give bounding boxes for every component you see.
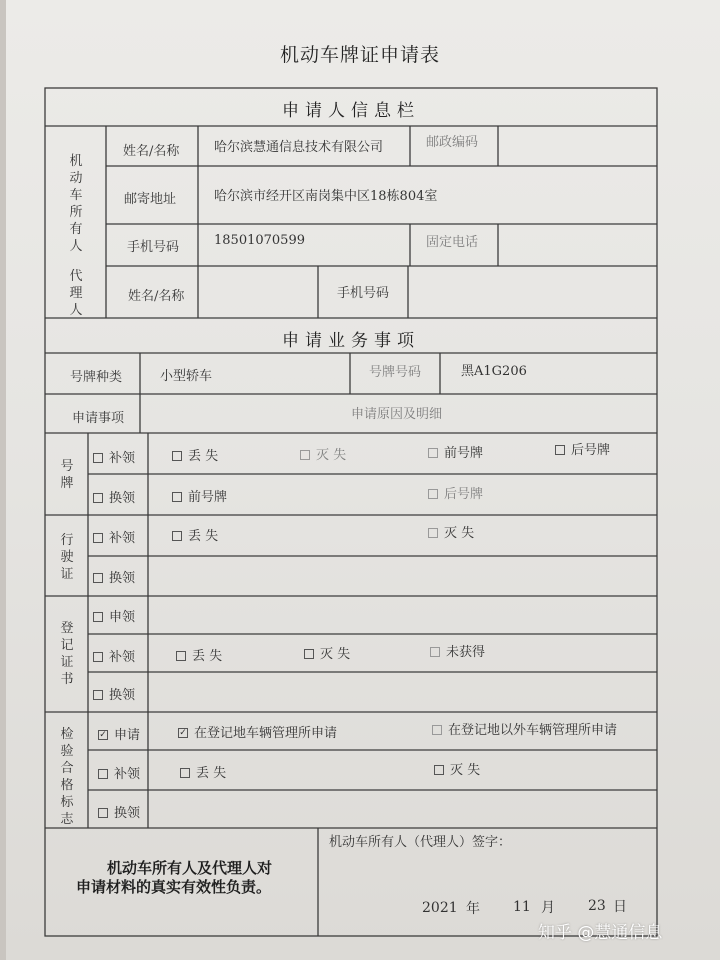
dengji-mieshi-option[interactable]: 灭 失: [304, 643, 350, 662]
haopai-huanling-option[interactable]: 换领: [93, 487, 135, 506]
checkbox-icon: [172, 492, 182, 502]
dengji-huanling-option[interactable]: 换领: [93, 684, 135, 703]
agent-name-label: 姓名/名称: [128, 289, 185, 304]
checkbox-icon: [93, 493, 103, 503]
group-label-xingshizheng: 行驶证: [60, 533, 74, 582]
checkbox-icon: [93, 612, 103, 622]
checkbox-icon: [98, 769, 108, 779]
checkbox-icon: [93, 652, 103, 662]
zhihu-watermark: 知乎 @慧通信息: [538, 923, 663, 943]
owner-landline-label: 固定电话: [426, 235, 479, 250]
reason-detail-label: 申请原因及明细: [351, 407, 443, 422]
group-label-haopai: 号牌: [60, 459, 74, 491]
checkbox-icon: [93, 690, 103, 700]
owner-mobile-value[interactable]: 18501070599: [214, 233, 305, 248]
xingshizheng-buling-option[interactable]: 补领: [93, 527, 135, 546]
owner-postcode-label: 邮政编码: [426, 135, 479, 150]
jianyan-diushi-option[interactable]: 丢 失: [180, 762, 226, 781]
plate-number-label: 号牌号码: [369, 365, 422, 380]
dengji-shenling-option[interactable]: 申领: [93, 606, 135, 625]
checkbox-icon: [172, 451, 182, 461]
plate-type-value[interactable]: 小型轿车: [160, 369, 213, 384]
date-year[interactable]: 2021: [422, 900, 458, 916]
owner-name-value[interactable]: 哈尔滨慧通信息技术有限公司: [214, 140, 384, 155]
group-label-dengjizhengshu: 登记证书: [60, 621, 74, 687]
owner-group-label: 机动车所有人: [69, 154, 83, 254]
plate-number-value[interactable]: 黑A1G206: [461, 364, 527, 379]
owner-mobile-label: 手机号码: [127, 240, 180, 255]
checked-box-icon: ✓: [99, 729, 107, 740]
checkbox-icon: [172, 531, 182, 541]
date-month-unit: 月: [541, 900, 555, 916]
haopai-huanling-front-option[interactable]: 前号牌: [172, 486, 227, 505]
plate-type-label: 号牌种类: [70, 370, 123, 385]
jianyan-local-office-option[interactable]: ✓ 在登记地车辆管理所申请: [179, 726, 338, 741]
haopai-buling-option[interactable]: 补领: [93, 447, 135, 466]
date-day-unit: 日: [613, 899, 627, 915]
owner-name-label: 姓名/名称: [123, 144, 180, 159]
xingshizheng-diushi-option[interactable]: 丢 失: [172, 525, 218, 544]
checkbox-icon: [180, 768, 190, 778]
checkbox-icon: [304, 649, 314, 659]
haopai-rear-option[interactable]: 后号牌: [555, 439, 610, 458]
declaration-line-1: 机动车所有人及代理人对: [107, 859, 273, 877]
jianyan-mieshi-option[interactable]: 灭 失: [434, 759, 480, 778]
owner-address-value[interactable]: 哈尔滨市经开区南岗集中区18栋804室: [214, 189, 438, 204]
jianyan-nonlocal-office-option[interactable]: 在登记地以外车辆管理所申请: [432, 719, 617, 738]
owner-address-label: 邮寄地址: [124, 192, 177, 207]
checkbox-icon: [432, 725, 442, 735]
section-business-items: 申请业务事项: [282, 331, 420, 351]
dengji-buling-option[interactable]: 补领: [93, 646, 135, 665]
checkbox-icon: [428, 489, 438, 499]
section-applicant-info: 申请人信息栏: [282, 101, 420, 121]
agent-mobile-label: 手机号码: [337, 286, 390, 301]
form-title: 机动车牌证申请表: [279, 44, 440, 66]
checkbox-icon: [428, 448, 438, 458]
jianyan-huanling-option[interactable]: 换领: [98, 802, 140, 821]
dengji-weihuode-option[interactable]: 未获得: [430, 641, 485, 660]
jianyan-buling-option[interactable]: 补领: [98, 763, 140, 782]
checkbox-icon: [430, 647, 440, 657]
checkbox-icon: [93, 453, 103, 463]
xingshizheng-mieshi-option[interactable]: 灭 失: [428, 522, 474, 541]
checkbox-icon: [98, 808, 108, 818]
date-year-unit: 年: [466, 901, 480, 917]
haopai-mieshi-option[interactable]: 灭 失: [300, 444, 346, 463]
date-month[interactable]: 11: [513, 899, 531, 915]
xingshizheng-huanling-option[interactable]: 换领: [93, 567, 135, 586]
dengji-diushi-option[interactable]: 丢 失: [176, 645, 222, 664]
date-day[interactable]: 23: [588, 898, 606, 914]
declaration-line-2: 申请材料的真实有效性负责。: [76, 878, 272, 896]
checked-box-icon: ✓: [179, 727, 187, 738]
haopai-huanling-rear-option[interactable]: 后号牌: [428, 483, 483, 502]
checkbox-icon: [434, 765, 444, 775]
checkbox-icon: [93, 533, 103, 543]
checkbox-icon: [300, 450, 310, 460]
checkbox-icon: [176, 651, 186, 661]
signature-area[interactable]: [329, 850, 649, 896]
haopai-front-option[interactable]: 前号牌: [428, 442, 483, 461]
haopai-diushi-option[interactable]: 丢 失: [172, 445, 218, 464]
checkbox-icon: [555, 445, 565, 455]
checkbox-icon: [93, 573, 103, 583]
group-label-jianyan: 检验合格标志: [60, 727, 74, 827]
agent-group-label: 代理人: [69, 269, 83, 318]
checkbox-icon: [428, 528, 438, 538]
jianyan-shenqing-option[interactable]: ✓ 申请: [99, 728, 141, 743]
signature-label: 机动车所有人（代理人）签字：: [329, 835, 512, 850]
matter-label: 申请事项: [72, 411, 125, 426]
